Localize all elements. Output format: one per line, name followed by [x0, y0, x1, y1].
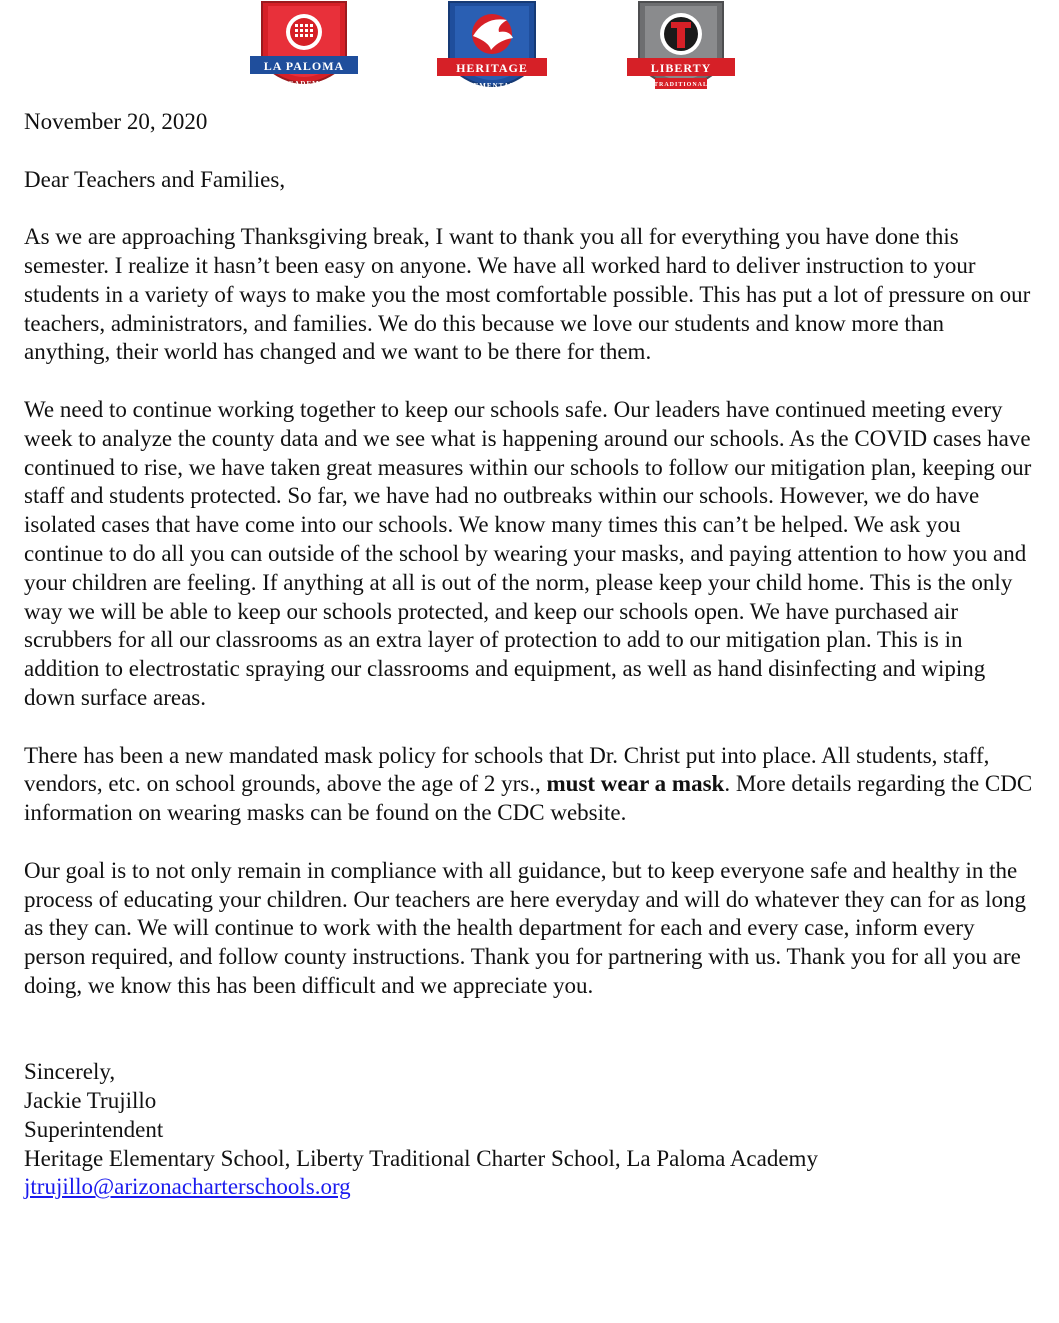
- letter-greeting: Dear Teachers and Families,: [24, 166, 286, 192]
- liberty-logo-subtitle: TRADITIONAL: [653, 82, 709, 88]
- la-paloma-logo-title: LA PALOMA: [263, 59, 345, 73]
- paragraph-mask-policy: [24, 742, 1034, 828]
- school-list: Heritage Elementary School, Liberty Traditional Charter School, La Paloma Academy: [24, 1145, 818, 1171]
- heritage-logo-title: HERITAGE: [456, 61, 528, 75]
- mask-policy-text-end: . More details regarding the CDC information on wearing masks can be found on the CDC website.: [24, 771, 1033, 826]
- closing: Sincerely,: [24, 1059, 116, 1085]
- la-paloma-academy-logo: [248, 0, 360, 108]
- heritage-logo-subtitle: ELEMENTARY: [462, 82, 522, 90]
- signer-title: Superintendent: [24, 1116, 164, 1142]
- liberty-traditional-logo: [625, 0, 737, 110]
- liberty-logo-title: LIBERTY: [650, 61, 712, 75]
- signature-block: [24, 1058, 1034, 1202]
- paragraph-school-safety: We need to continue working together to keep our schools safe. Our leaders have continued meeting every week to analyze the county data and we see what is happening around our schools. As the COVID cases have continued to rise, we have taken great measures within our schools to follow our mitigation plan, keeping our staff and students protected. So far, we have had no outbreaks within our schools. However, we do have isolated cases that have come into our schools. We know many times this can’t be helped. We ask you continue to do all you can outside of the school by wearing your masks, and paying attention to how you and your children are feeling. If anything at all is out of the norm, please keep your child home. This is the only way we will be able to keep our schools protected, and keep our schools open. We have purchased air scrubbers for all our classrooms as an extra layer of protection to add to our mitigation plan. This is in addition to electrostatic spraying our classrooms and equipment, as well as hand disinfecting and wiping down surface areas.: [24, 396, 1032, 710]
- mask-policy-emphasis: must wear a mask: [546, 771, 725, 797]
- mask-policy-text: There has been a new mandated mask policy for schools that Dr. Christ put into place. All students, staff, vendors, etc. on school grounds, above the age of 2 yrs.,: [24, 742, 990, 797]
- letter-body: [24, 108, 1034, 1202]
- signer-name: Jackie Trujillo: [24, 1088, 157, 1114]
- email-link[interactable]: jtrujillo@arizonacharterschools.org: [24, 1174, 351, 1200]
- paragraph-goal: Our goal is to not only remain in compliance with all guidance, but to keep everyone safe and healthy in the process of educating your children. Our teachers are here everyday and will do whatever they can for as long as they can. We will continue to work with the health department for each and every case, inform every person required, and follow county instructions. Thank you for partnering with us. Thank you for all you are doing, we know this has been difficult and we appreciate you.: [24, 857, 1027, 998]
- letter-date: November 20, 2020: [24, 109, 208, 134]
- la-paloma-logo-subtitle: ACADEMY: [282, 80, 326, 88]
- paragraph-thanksgiving: As we are approaching Thanksgiving break, I want to thank you all for everything you have done this semester. I realize it hasn’t been easy on anyone. We have all worked hard to deliver instruction to your students in a variety of ways to make you the most comfortable possible. This has put a lot of pressure on our teachers, administrators, and families. We do this because we love our students and know more than anything, their world has changed and we want to be there for them.: [24, 224, 1031, 365]
- heritage-elementary-logo: [435, 0, 549, 110]
- school-logos-header: [0, 0, 1059, 110]
